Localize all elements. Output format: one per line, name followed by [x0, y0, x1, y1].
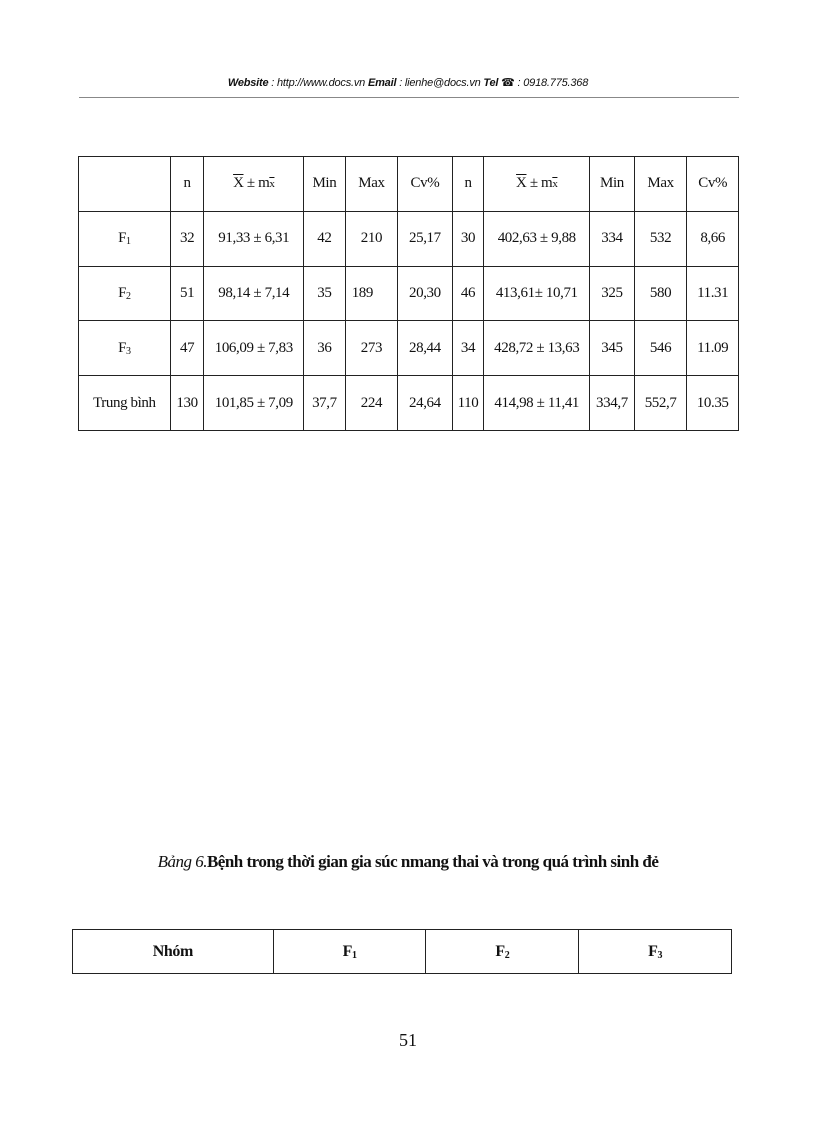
cell-cv2: 8,66 — [687, 211, 739, 266]
row-label: $F_1$ — [79, 211, 171, 266]
cell-n2: 46 — [452, 266, 484, 321]
cell-max1: 210 — [345, 211, 397, 266]
cell-n2: 34 — [452, 321, 484, 376]
cell-min1: 36 — [304, 321, 346, 376]
cell-max2: 532 — [634, 211, 687, 266]
cell-min2: 325 — [590, 266, 635, 321]
cell-n1: 47 — [170, 321, 204, 376]
header-cell-cv: Cv% — [398, 157, 453, 212]
cell-mean1: 106,09 ± 7,83 — [204, 321, 304, 376]
header-cell-f2: $F_2$ — [426, 930, 579, 974]
page-header — [0, 76, 816, 89]
cell-mean2: 414,98 ± 11,41 — [484, 376, 590, 431]
header-cell-mean2: $\overline{X} \pm m\overline{x}$ — [484, 157, 590, 212]
header-cell-blank — [79, 157, 171, 212]
cell-mean1: 98,14 ± 7,14 — [204, 266, 304, 321]
header-cell-min2: Min — [590, 157, 635, 212]
cell-n2: 30 — [452, 211, 484, 266]
header-cell-f3: $F_3$ — [579, 930, 732, 974]
cell-cv2: 10.35 — [687, 376, 739, 431]
cell-n2: 110 — [452, 376, 484, 431]
cell-cv1: 28,44 — [398, 321, 453, 376]
page-number: 51 — [399, 1030, 417, 1050]
stats-table — [78, 156, 739, 431]
header-rule — [79, 97, 739, 98]
website-value: : http://www.docs.vn — [271, 77, 366, 89]
header-cell-max: Max — [345, 157, 397, 212]
row-label: $F_3$ — [79, 321, 171, 376]
cell-mean2: 402,63 ± 9,88 — [484, 211, 590, 266]
cell-n1: 32 — [170, 211, 204, 266]
cell-cv2: 11.09 — [687, 321, 739, 376]
cell-cv2: 11.31 — [687, 266, 739, 321]
website-label: Website — [227, 77, 269, 89]
row-label: $F_2$ — [79, 266, 171, 321]
cell-max1: 224 — [345, 376, 397, 431]
tel-value: : 0918.775.368 — [517, 77, 589, 89]
cell-min1: 35 — [304, 266, 346, 321]
cell-min2: 334 — [590, 211, 635, 266]
cell-min1: 37,7 — [304, 376, 346, 431]
table-row — [79, 376, 739, 431]
cell-max2: 580 — [634, 266, 687, 321]
table-row — [79, 211, 739, 266]
cell-max2: 552,7 — [634, 376, 687, 431]
tel-label: Tel — [483, 77, 499, 89]
table-header-row — [73, 930, 732, 974]
header-cell-f1: $F_1$ — [273, 930, 426, 974]
phone-icon: ☎ — [501, 77, 515, 89]
cell-n1: 130 — [170, 376, 204, 431]
header-cell-n: n — [170, 157, 204, 212]
row-label: Trung bình — [79, 376, 171, 431]
table-row — [79, 266, 739, 321]
disease-table — [72, 929, 732, 974]
table-caption — [0, 852, 816, 872]
cell-min2: 345 — [590, 321, 635, 376]
cell-mean1: 101,85 ± 7,09 — [204, 376, 304, 431]
header-cell-group: Nhóm — [73, 930, 274, 974]
caption-text: Bệnh trong thời gian gia súc nmang thai và trong quá trình sinh đẻ — [206, 852, 659, 871]
email-value: : lienhe@docs.vn — [399, 77, 481, 89]
header-cell-n2: n — [452, 157, 484, 212]
cell-cv1: 24,64 — [398, 376, 453, 431]
header-cell-cv2: Cv% — [687, 157, 739, 212]
cell-min2: 334,7 — [590, 376, 635, 431]
cell-min1: 42 — [304, 211, 346, 266]
cell-max1: 273 — [345, 321, 397, 376]
cell-mean1: 91,33 ± 6,31 — [204, 211, 304, 266]
cell-mean2: 428,72 ± 13,63 — [484, 321, 590, 376]
header-cell-min: Min — [304, 157, 346, 212]
header-cell-max2: Max — [634, 157, 687, 212]
email-label: Email — [367, 77, 397, 89]
table-header-row — [79, 157, 739, 212]
cell-max1: 189 — [345, 266, 397, 321]
cell-cv1: 25,17 — [398, 211, 453, 266]
table-row — [79, 321, 739, 376]
cell-cv1: 20,30 — [398, 266, 453, 321]
cell-max2: 546 — [634, 321, 687, 376]
cell-mean2: 413,61± 10,71 — [484, 266, 590, 321]
cell-n1: 51 — [170, 266, 204, 321]
caption-prefix: Bảng 6. — [157, 852, 207, 871]
header-cell-mean: $\overline{X} \pm m\overline{x}$ — [204, 157, 304, 212]
